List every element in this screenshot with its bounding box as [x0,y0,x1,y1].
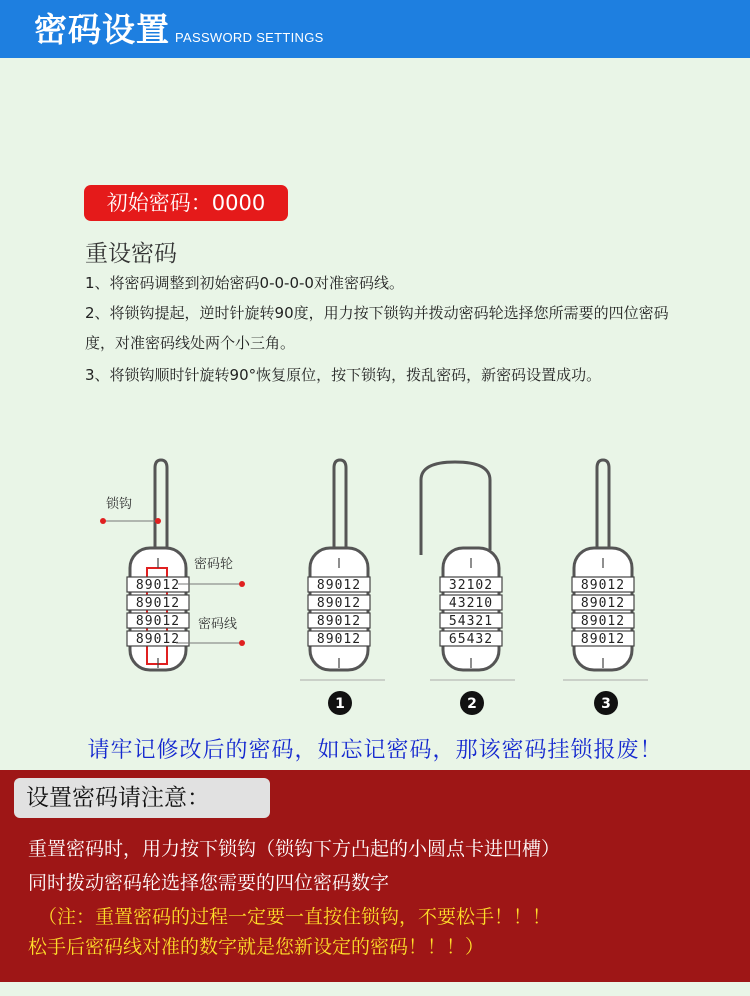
wheel-digits: 54321 [448,614,494,629]
wheel-digits: 89012 [580,596,626,611]
svg-text:3: 3 [601,696,611,712]
lock-diagram [0,440,750,730]
wheel-digits: 89012 [580,632,626,647]
wheel-digits: 89012 [316,578,362,593]
svg-text:1: 1 [335,696,345,712]
step-marker-3 [594,691,618,715]
step-marker-2 [460,691,484,715]
wheel-digits: 43210 [448,596,494,611]
initial-code-badge: 初始密码：0000 [84,185,288,221]
lock-step-1 [308,460,370,670]
header-subtitle: PASSWORD SETTINGS [175,30,324,45]
warning-text: 请牢记修改后的密码，如忘记密码，那该密码挂锁报废！ [87,738,663,763]
callout-line: 密码线 [198,617,238,632]
header-title: 密码设置 [34,10,170,49]
step-2: 2、将锁钩提起，逆时针旋转90度，用力按下锁钩并拨动密码轮选择您所需要的四位密码度，对准密码线处两个小三角。 [85,304,669,352]
header-bar [0,0,750,58]
note-line-1: 重置密码时，用力按下锁钩（锁钩下方凸起的小圆点卡进凹槽） [28,838,561,860]
svg-text:2: 2 [467,696,477,712]
callout-shackle: 锁钩 [106,497,133,512]
wheel-digits: 89012 [316,614,362,629]
callout-wheel: 密码轮 [194,557,234,572]
lock-step-3 [572,460,634,670]
lock-labeled [100,460,245,670]
wheel-digits: 65432 [448,632,494,647]
wheel-digits: 89012 [135,578,181,593]
reset-title: 重设密码 [85,241,177,267]
wheel-digits: 89012 [135,632,181,647]
wheel-digits: 89012 [135,614,181,629]
notes-title: 设置密码请注意： [14,778,270,818]
wheel-digits: 32102 [448,578,494,593]
step-marker-1 [328,691,352,715]
step-1: 1、将密码调整到初始密码0-0-0-0对准密码线。 [85,274,404,292]
note-line-3: （注：重置密码的过程一定要一直按住锁钩，不要松手！！！ [38,906,552,928]
note-line-2: 同时拨动密码轮选择您需要的四位密码数字 [28,872,390,894]
wheel-digits: 89012 [580,614,626,629]
wheel-digits: 89012 [580,578,626,593]
lock-step-2 [421,462,502,670]
notes-panel [0,770,750,982]
step-3: 3、将锁钩顺时针旋转90°恢复原位，按下锁钩，拨乱密码，新密码设置成功。 [85,366,602,384]
wheel-digits: 89012 [316,596,362,611]
wheel-digits: 89012 [135,596,181,611]
note-line-4: 松手后密码线对准的数字就是您新设定的密码！！！） [28,936,485,958]
wheel-digits: 89012 [316,632,362,647]
